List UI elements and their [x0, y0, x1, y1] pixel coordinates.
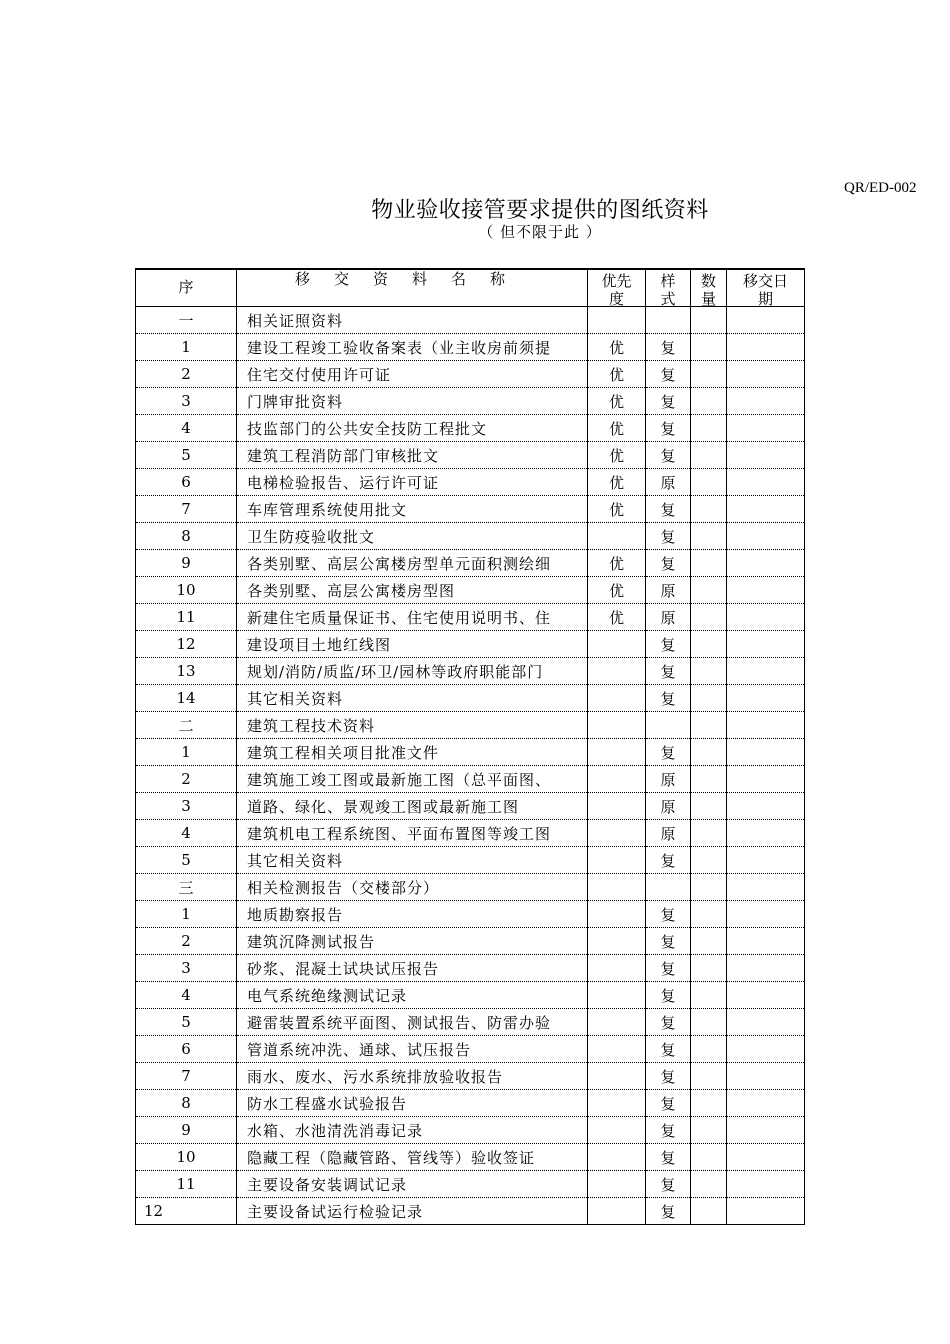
row-handover-date	[727, 685, 805, 712]
row-number: 4	[136, 820, 237, 847]
table-row	[136, 1009, 805, 1036]
row-item-name: 卫生防疫验收批文	[237, 523, 588, 550]
table-row	[136, 604, 805, 631]
row-priority	[588, 901, 646, 928]
row-style: 原	[646, 604, 691, 631]
row-number: 1	[136, 739, 237, 766]
row-priority: 优	[588, 550, 646, 577]
table-row	[136, 388, 805, 415]
row-handover-date	[727, 982, 805, 1009]
table-row	[136, 847, 805, 874]
row-priority	[588, 712, 646, 739]
row-priority	[588, 982, 646, 1009]
row-item-name: 住宅交付使用许可证	[237, 361, 588, 388]
row-handover-date	[727, 658, 805, 685]
row-quantity	[691, 442, 727, 469]
row-number: 1	[136, 901, 237, 928]
row-style: 复	[646, 658, 691, 685]
row-quantity	[691, 1117, 727, 1144]
header-priority: 优先 度	[588, 269, 646, 307]
row-quantity	[691, 901, 727, 928]
row-style: 复	[646, 739, 691, 766]
row-priority	[588, 631, 646, 658]
row-style: 原	[646, 793, 691, 820]
row-number: 6	[136, 1036, 237, 1063]
row-priority	[588, 847, 646, 874]
row-quantity	[691, 739, 727, 766]
row-style: 复	[646, 415, 691, 442]
row-item-name: 电梯检验报告、运行许可证	[237, 469, 588, 496]
row-quantity	[691, 847, 727, 874]
row-priority	[588, 685, 646, 712]
row-handover-date	[727, 307, 805, 334]
row-style: 复	[646, 388, 691, 415]
row-number: 一	[136, 307, 237, 334]
row-item-name: 车库管理系统使用批文	[237, 496, 588, 523]
row-style: 原	[646, 820, 691, 847]
row-priority	[588, 874, 646, 901]
row-priority: 优	[588, 496, 646, 523]
page-subtitle: （ 但不限于此 ）	[478, 223, 602, 241]
header-style: 样 式	[646, 269, 691, 307]
row-priority: 优	[588, 388, 646, 415]
row-handover-date	[727, 388, 805, 415]
row-priority	[588, 1144, 646, 1171]
header-name: 移交资料名称	[237, 269, 588, 307]
row-item-name: 各类别墅、高层公寓楼房型图	[237, 577, 588, 604]
document-code: QR/ED-002	[844, 180, 917, 196]
header-no: 序	[136, 269, 237, 307]
row-style	[646, 712, 691, 739]
table-row	[136, 469, 805, 496]
row-style: 复	[646, 928, 691, 955]
table-row	[136, 1198, 805, 1225]
table-row	[136, 901, 805, 928]
row-handover-date	[727, 1090, 805, 1117]
row-handover-date	[727, 550, 805, 577]
row-priority: 优	[588, 415, 646, 442]
row-handover-date	[727, 469, 805, 496]
row-handover-date	[727, 361, 805, 388]
table-row	[136, 982, 805, 1009]
row-priority	[588, 658, 646, 685]
row-priority: 优	[588, 604, 646, 631]
table-row	[136, 820, 805, 847]
row-number: 5	[136, 442, 237, 469]
table-row	[136, 577, 805, 604]
row-handover-date	[727, 766, 805, 793]
row-number: 12	[136, 1198, 237, 1225]
row-handover-date	[727, 442, 805, 469]
table-row	[136, 1171, 805, 1198]
row-priority	[588, 1090, 646, 1117]
row-number: 5	[136, 847, 237, 874]
row-quantity	[691, 982, 727, 1009]
table-header-row	[136, 269, 805, 307]
row-quantity	[691, 307, 727, 334]
row-handover-date	[727, 577, 805, 604]
row-quantity	[691, 469, 727, 496]
row-style: 复	[646, 901, 691, 928]
table-row	[136, 766, 805, 793]
row-quantity	[691, 820, 727, 847]
row-quantity	[691, 415, 727, 442]
row-handover-date	[727, 1198, 805, 1225]
row-quantity	[691, 793, 727, 820]
table-row	[136, 496, 805, 523]
row-number: 9	[136, 550, 237, 577]
table-row	[136, 307, 805, 334]
row-item-name: 防水工程盛水试验报告	[237, 1090, 588, 1117]
row-item-name: 电气系统绝缘测试记录	[237, 982, 588, 1009]
row-handover-date	[727, 1036, 805, 1063]
handover-table	[135, 268, 805, 1225]
table-row	[136, 874, 805, 901]
row-style: 复	[646, 955, 691, 982]
row-number: 8	[136, 1090, 237, 1117]
row-item-name: 相关检测报告（交楼部分）	[237, 874, 588, 901]
row-priority: 优	[588, 442, 646, 469]
row-quantity	[691, 1198, 727, 1225]
table-row	[136, 550, 805, 577]
row-number: 2	[136, 928, 237, 955]
row-quantity	[691, 685, 727, 712]
row-handover-date	[727, 1063, 805, 1090]
row-style: 复	[646, 982, 691, 1009]
row-number: 14	[136, 685, 237, 712]
table-row	[136, 442, 805, 469]
row-number: 2	[136, 766, 237, 793]
row-item-name: 新建住宅质量保证书、住宅使用说明书、住	[237, 604, 588, 631]
row-style: 复	[646, 361, 691, 388]
row-quantity	[691, 496, 727, 523]
row-item-name: 建设项目土地红线图	[237, 631, 588, 658]
row-item-name: 建筑施工竣工图或最新施工图（总平面图、	[237, 766, 588, 793]
table-row	[136, 955, 805, 982]
row-number: 4	[136, 415, 237, 442]
row-number: 5	[136, 1009, 237, 1036]
table-row	[136, 334, 805, 361]
row-priority: 优	[588, 469, 646, 496]
row-handover-date	[727, 739, 805, 766]
row-number: 7	[136, 496, 237, 523]
row-item-name: 建筑机电工程系统图、平面布置图等竣工图	[237, 820, 588, 847]
row-number: 二	[136, 712, 237, 739]
row-quantity	[691, 1144, 727, 1171]
row-quantity	[691, 604, 727, 631]
row-item-name: 砂浆、混凝土试块试压报告	[237, 955, 588, 982]
row-style: 复	[646, 847, 691, 874]
row-item-name: 建设工程竣工验收备案表（业主收房前须提	[237, 334, 588, 361]
table-row	[136, 712, 805, 739]
row-style: 复	[646, 1090, 691, 1117]
table-row	[136, 739, 805, 766]
row-priority	[588, 307, 646, 334]
row-item-name: 主要设备安装调试记录	[237, 1171, 588, 1198]
row-item-name: 建筑沉降测试报告	[237, 928, 588, 955]
row-priority	[588, 766, 646, 793]
row-priority	[588, 739, 646, 766]
row-number: 3	[136, 793, 237, 820]
row-style: 复	[646, 523, 691, 550]
table-row	[136, 1090, 805, 1117]
row-item-name: 建筑工程技术资料	[237, 712, 588, 739]
row-number: 11	[136, 604, 237, 631]
row-style: 复	[646, 550, 691, 577]
row-style: 复	[646, 631, 691, 658]
row-handover-date	[727, 901, 805, 928]
row-quantity	[691, 1063, 727, 1090]
row-item-name: 门牌审批资料	[237, 388, 588, 415]
row-quantity	[691, 631, 727, 658]
row-style: 复	[646, 1009, 691, 1036]
row-handover-date	[727, 847, 805, 874]
row-style: 复	[646, 334, 691, 361]
row-style	[646, 307, 691, 334]
row-quantity	[691, 928, 727, 955]
row-style: 原	[646, 766, 691, 793]
row-priority: 优	[588, 577, 646, 604]
table-row	[136, 928, 805, 955]
row-handover-date	[727, 334, 805, 361]
row-number: 三	[136, 874, 237, 901]
row-number: 3	[136, 388, 237, 415]
table-row	[136, 1144, 805, 1171]
row-quantity	[691, 523, 727, 550]
row-style: 复	[646, 1036, 691, 1063]
row-handover-date	[727, 1144, 805, 1171]
row-quantity	[691, 874, 727, 901]
row-handover-date	[727, 1117, 805, 1144]
table-row	[136, 1117, 805, 1144]
row-handover-date	[727, 415, 805, 442]
row-number: 12	[136, 631, 237, 658]
row-item-name: 主要设备试运行检验记录	[237, 1198, 588, 1225]
header-handover-date: 移交日 期	[727, 269, 805, 307]
row-quantity	[691, 766, 727, 793]
row-number: 6	[136, 469, 237, 496]
table-row	[136, 1063, 805, 1090]
row-item-name: 相关证照资料	[237, 307, 588, 334]
row-handover-date	[727, 496, 805, 523]
row-handover-date	[727, 874, 805, 901]
table-row	[136, 631, 805, 658]
row-style: 复	[646, 1063, 691, 1090]
row-number: 3	[136, 955, 237, 982]
row-number: 13	[136, 658, 237, 685]
row-quantity	[691, 712, 727, 739]
row-number: 7	[136, 1063, 237, 1090]
row-number: 9	[136, 1117, 237, 1144]
row-number: 4	[136, 982, 237, 1009]
row-item-name: 地质勘察报告	[237, 901, 588, 928]
row-style: 复	[646, 685, 691, 712]
row-quantity	[691, 577, 727, 604]
row-quantity	[691, 658, 727, 685]
row-style: 复	[646, 1198, 691, 1225]
row-style: 复	[646, 1171, 691, 1198]
row-number: 10	[136, 1144, 237, 1171]
table-row	[136, 793, 805, 820]
row-handover-date	[727, 1171, 805, 1198]
row-handover-date	[727, 523, 805, 550]
row-priority	[588, 928, 646, 955]
row-handover-date	[727, 604, 805, 631]
row-quantity	[691, 955, 727, 982]
table-row	[136, 361, 805, 388]
row-style: 复	[646, 442, 691, 469]
row-style: 复	[646, 496, 691, 523]
row-priority	[588, 1063, 646, 1090]
row-item-name: 避雷装置系统平面图、测试报告、防雷办验	[237, 1009, 588, 1036]
row-handover-date	[727, 820, 805, 847]
row-number: 1	[136, 334, 237, 361]
row-quantity	[691, 334, 727, 361]
row-handover-date	[727, 712, 805, 739]
row-quantity	[691, 361, 727, 388]
row-quantity	[691, 1009, 727, 1036]
row-style: 原	[646, 469, 691, 496]
row-priority	[588, 793, 646, 820]
row-quantity	[691, 1036, 727, 1063]
row-item-name: 建筑工程消防部门审核批文	[237, 442, 588, 469]
row-item-name: 建筑工程相关项目批准文件	[237, 739, 588, 766]
row-priority	[588, 1009, 646, 1036]
table-row	[136, 685, 805, 712]
row-handover-date	[727, 793, 805, 820]
row-item-name: 水箱、水池清洗消毒记录	[237, 1117, 588, 1144]
table-row	[136, 658, 805, 685]
row-item-name: 其它相关资料	[237, 847, 588, 874]
row-quantity	[691, 1090, 727, 1117]
table-row	[136, 523, 805, 550]
row-style: 复	[646, 1117, 691, 1144]
row-item-name: 道路、绿化、景观竣工图或最新施工图	[237, 793, 588, 820]
row-number: 2	[136, 361, 237, 388]
row-handover-date	[727, 1009, 805, 1036]
table-row	[136, 1036, 805, 1063]
row-style: 原	[646, 577, 691, 604]
row-item-name: 其它相关资料	[237, 685, 588, 712]
row-item-name: 雨水、废水、污水系统排放验收报告	[237, 1063, 588, 1090]
row-handover-date	[727, 955, 805, 982]
row-number: 8	[136, 523, 237, 550]
row-handover-date	[727, 631, 805, 658]
row-priority	[588, 1117, 646, 1144]
row-item-name: 各类别墅、高层公寓楼房型单元面积测绘细	[237, 550, 588, 577]
table-row	[136, 415, 805, 442]
row-item-name: 规划/消防/质监/环卫/园林等政府职能部门	[237, 658, 588, 685]
row-priority	[588, 523, 646, 550]
row-item-name: 技监部门的公共安全技防工程批文	[237, 415, 588, 442]
row-item-name: 管道系统冲洗、通球、试压报告	[237, 1036, 588, 1063]
row-quantity	[691, 388, 727, 415]
row-item-name: 隐藏工程（隐藏管路、管线等）验收签证	[237, 1144, 588, 1171]
row-priority	[588, 820, 646, 847]
header-quantity: 数 量	[691, 269, 727, 307]
row-priority: 优	[588, 361, 646, 388]
row-handover-date	[727, 928, 805, 955]
page-title: 物业验收接管要求提供的图纸资料	[371, 198, 709, 223]
row-quantity	[691, 1171, 727, 1198]
row-priority	[588, 1036, 646, 1063]
row-priority	[588, 1198, 646, 1225]
row-style	[646, 874, 691, 901]
row-quantity	[691, 550, 727, 577]
row-priority	[588, 1171, 646, 1198]
row-number: 10	[136, 577, 237, 604]
row-number: 11	[136, 1171, 237, 1198]
row-priority: 优	[588, 334, 646, 361]
row-priority	[588, 955, 646, 982]
row-style: 复	[646, 1144, 691, 1171]
